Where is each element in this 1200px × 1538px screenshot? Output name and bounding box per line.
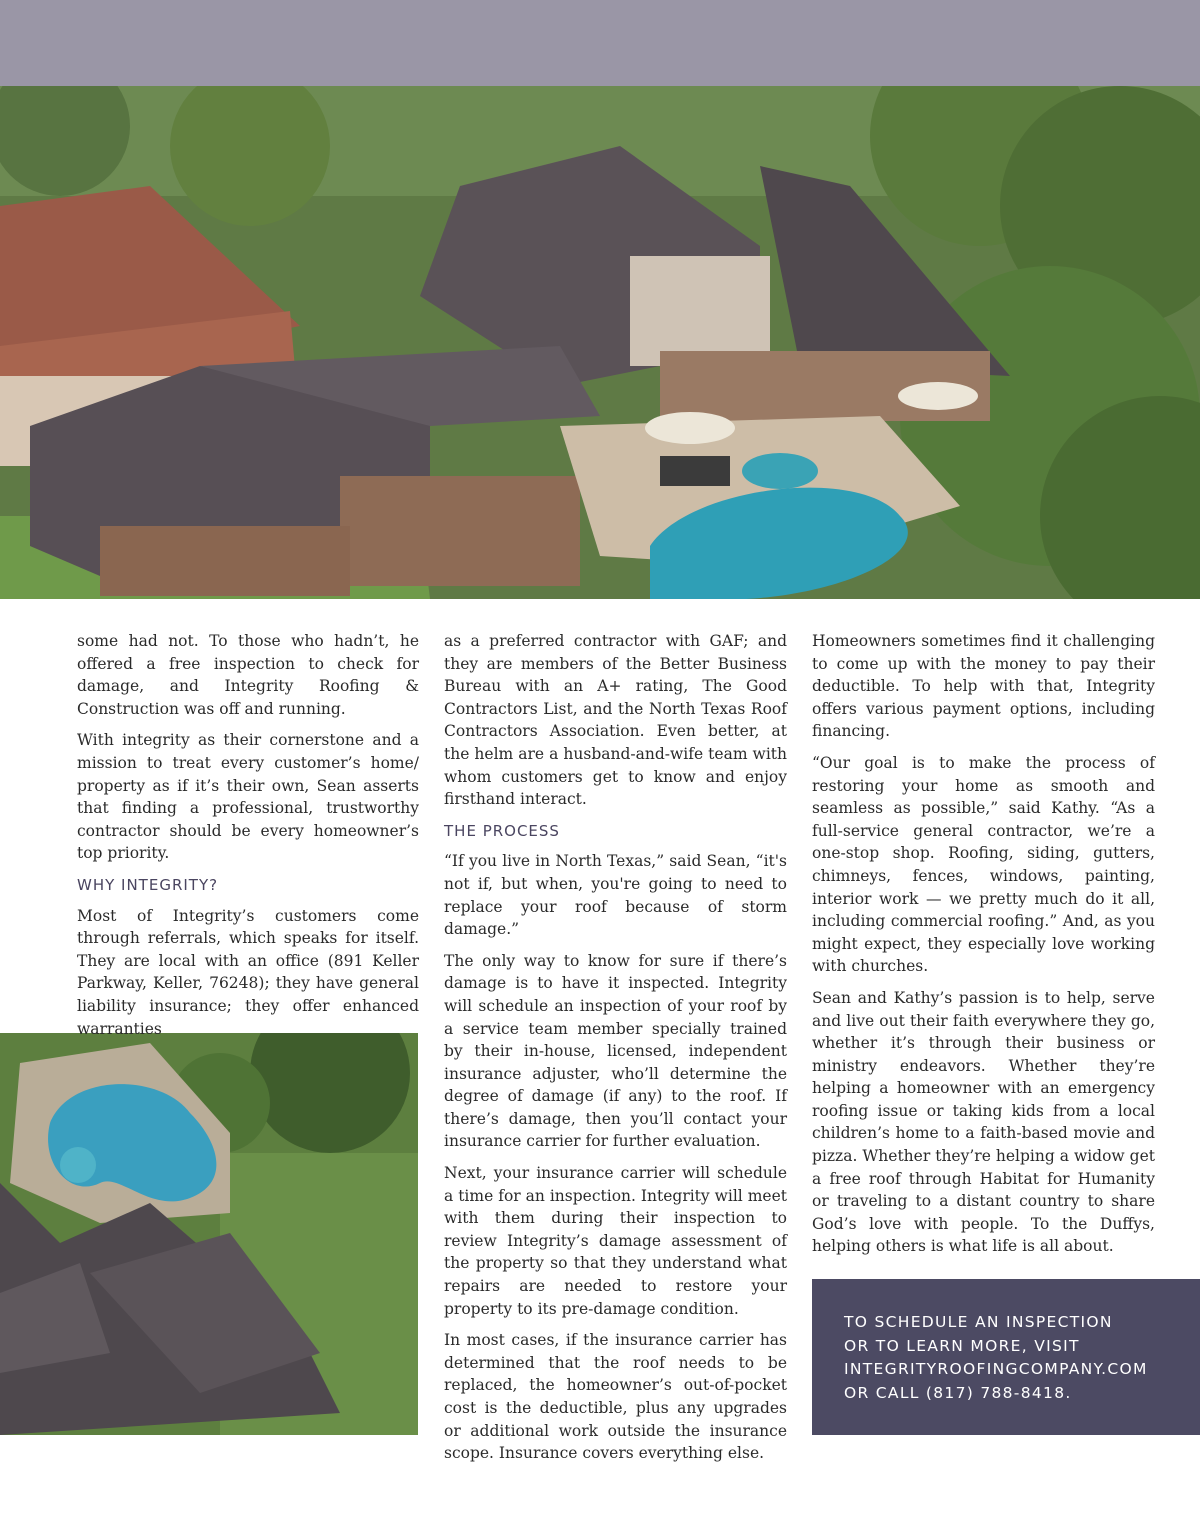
body-paragraph: Sean and Kathy’s passion is to help, serve and live out their faith everywhere they go, whether it’s through their business or ministry endeavors. Whether they’re helping a homeowner with an emergency roofing issue or taking kids from a local children’s home to a faith-based movie and pizza. Whether they’re helping a widow get a free roof through Habitat for Humanity or traveling to a distant country to share God’s love with people. To the Duffys, helping others is what life is all about.: [812, 988, 1155, 1256]
body-paragraph: Homeowners sometimes find it challenging to come up with the money to pay their deductible. To help with that, Integrity offers various payment options, including financing.: [812, 632, 1155, 741]
body-paragraph: With integrity as their cornerstone and a mission to treat every customer’s home/ property as if it’s their own, Sean asserts that finding a professional, trustworthy contractor should be every homeowner’s top priority.: [77, 731, 419, 863]
article-column-1: [77, 630, 419, 1049]
call-to-action-box: [812, 1279, 1200, 1435]
cta-line: OR TO LEARN MORE, VISIT: [844, 1336, 1080, 1355]
cta-website-link[interactable]: INTEGRITYROOFINGCOMPANY.COM: [844, 1360, 1148, 1378]
aerial-pool-photo: [0, 1033, 418, 1435]
cta-phone-link[interactable]: OR CALL (817) 788-8418.: [844, 1383, 1072, 1402]
section-heading-the-process: THE PROCESS: [444, 821, 560, 840]
body-paragraph: Most of Integrity’s customers come through referrals, which speaks for itself. They are local with an office (891 Keller Parkway, Keller, 76248); they have general liability insurance; they offer enhanced warranties: [77, 906, 419, 1038]
cta-line: TO SCHEDULE AN INSPECTION: [844, 1313, 1113, 1331]
body-paragraph: The only way to know for sure if there’s damage is to have it inspected. Integrity will schedule an inspection of your roof by a service team member specially trained by their in-house, licensed, independent insurance adjuster, who’ll determine the degree of damage (if any) to the roof. If there’s damage, then you’ll contact your insurance carrier for further evaluation.: [444, 951, 787, 1151]
top-color-band: [0, 0, 1200, 86]
body-paragraph: “Our goal is to make the process of restoring your home as smooth and seamless as possible,” said Kathy. “As a full-service general contractor, we’re a one-stop shop. Roofing, siding, gutters, chimneys, fences, windows, painting, interior work — we pretty much do it all, including commercial roofing.” And, as you might expect, they especially love working with churches.: [812, 753, 1155, 976]
body-paragraph: Next, your insurance carrier will schedule a time for an inspection. Integrity will meet with them during their inspection to review Integrity’s damage assessment of the property so that they understand what repairs are needed to restore your property to its pre-damage condition.: [444, 1164, 787, 1318]
body-paragraph: some had not. To those who hadn’t, he offered a free inspection to check for damage, and Integrity Roofing & Construction was off and running.: [77, 632, 419, 718]
section-heading-why-integrity: WHY INTEGRITY?: [77, 875, 219, 894]
body-paragraph: “If you live in North Texas,” said Sean, “it's not if, but when, you're going to need to replace your roof because of storm damage.”: [444, 852, 787, 939]
article-column-3: [812, 630, 1155, 1267]
body-paragraph: as a preferred contractor with GAF; and they are members of the Better Business Bureau with an A+ rating, The Good Contractors List, and the North Texas Roof Contractors Association. Even better, at the helm are a husband-and-wife team with whom customers get to know and enjoy firsthand interact.: [444, 632, 787, 809]
article-column-2: [444, 630, 787, 1474]
hero-aerial-house-photo: [0, 86, 1200, 599]
body-paragraph: In most cases, if the insurance carrier has determined that the roof needs to be replaced, the homeowner’s out-of-pocket cost is the deductible, plus any upgrades or additional work outside the insurance scope. Insurance covers everything else.: [444, 1331, 787, 1463]
